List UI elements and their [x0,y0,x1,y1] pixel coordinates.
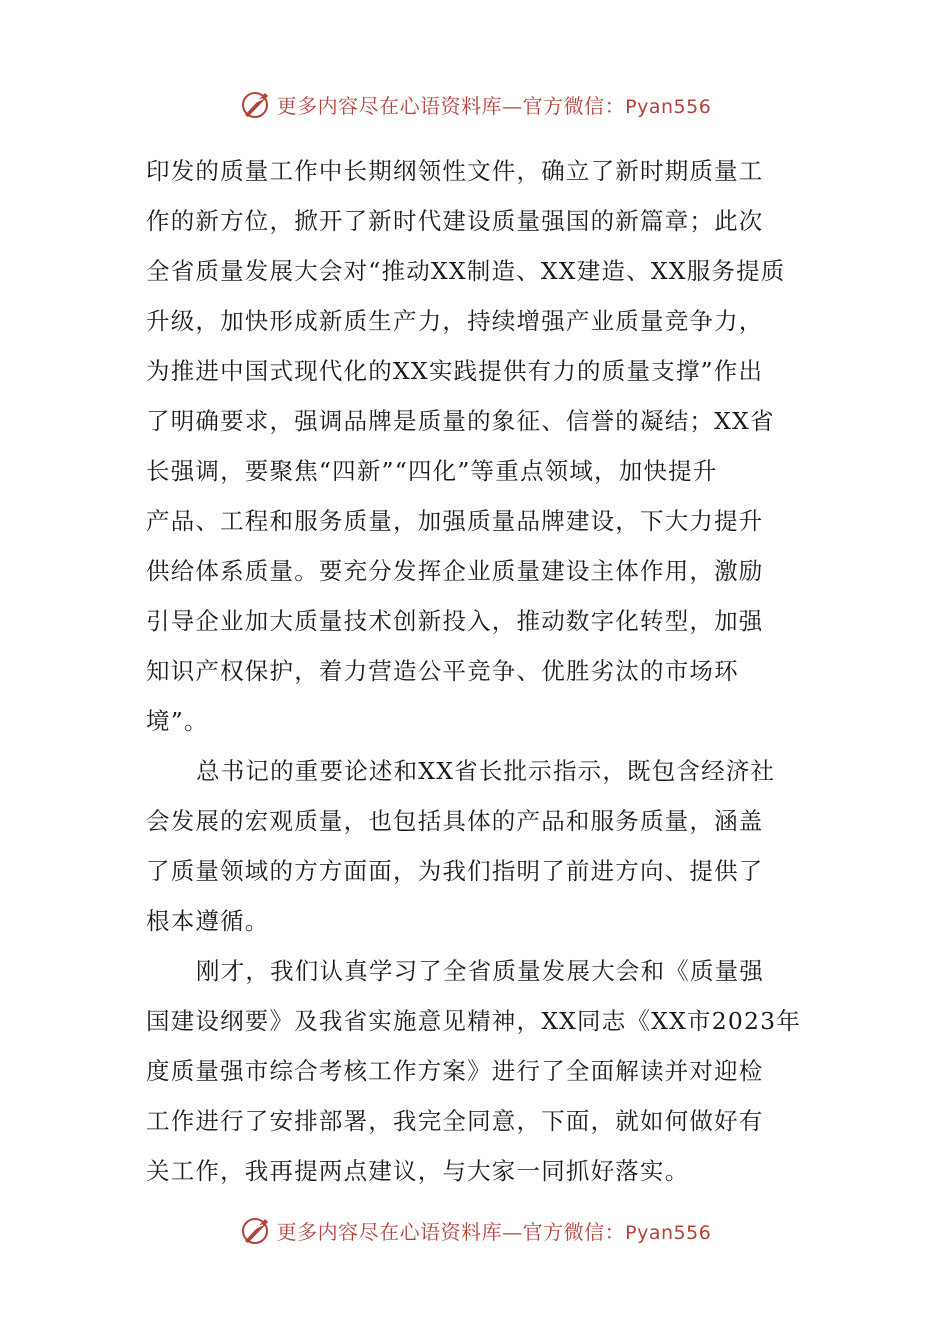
header-wechat-id: Pyan556 [625,95,712,118]
body-line: 关工作，我再提两点建议，与大家一同抓好落实。 [146,1157,690,1185]
body-line: 了质量领域的方方面面，为我们指明了前进方向、提供了 [146,857,764,885]
document-body [146,146,806,1196]
header-banner-label: 更多内容尽在心语资料库—官方微信： [276,93,626,118]
header-banner-text [277,90,712,119]
paragraph-start-line: 总书记的重要论述和XX省长批示指示，既包含经济社 [196,757,776,785]
footer-wechat-id: Pyan556 [625,1221,712,1244]
body-line: 工作进行了安排部署，我完全同意，下面，就如何做好有 [146,1107,764,1135]
body-line: 全省质量发展大会对“推动XX制造、XX建造、XX服务提质 [146,257,786,285]
quill-pen-logo-icon [239,87,273,121]
paragraph-start-line: 刚才，我们认真学习了全省质量发展大会和《质量强 [196,957,765,985]
body-line: 国建设纲要》及我省实施意见精神，XX同志《XX市2023年 [146,1007,802,1035]
body-line: 为推进中国式现代化的XX实践提供有力的质量支撑”作出 [146,357,764,385]
body-line: 境”。 [146,707,209,735]
body-line: 作的新方位，掀开了新时代建设质量强国的新篇章；此次 [146,207,764,235]
header-banner [0,84,950,124]
body-line: 产品、工程和服务质量，加强质量品牌建设，下大力提升 [146,507,764,535]
body-line: 印发的质量工作中长期纲领性文件，确立了新时期质量工 [146,157,764,185]
body-line: 升级，加快形成新质生产力，持续增强产业质量竞争力， [146,307,764,335]
quill-pen-logo-icon [239,1213,273,1247]
footer-banner [0,1210,950,1250]
footer-banner-label: 更多内容尽在心语资料库—官方微信： [276,1219,626,1244]
body-line: 长强调，要聚焦“四新”“四化”等重点领域，加快提升 [146,457,718,485]
body-line: 知识产权保护，着力营造公平竞争、优胜劣汰的市场环 [146,657,739,685]
body-line: 引导企业加大质量技术创新投入，推动数字化转型，加强 [146,607,764,635]
body-line: 了明确要求，强调品牌是质量的象征、信誉的凝结；XX省 [146,407,775,435]
footer-banner-text [277,1216,712,1245]
body-line: 度质量强市综合考核工作方案》进行了全面解读并对迎检 [146,1057,764,1085]
body-line: 供给体系质量。要充分发挥企业质量建设主体作用，激励 [146,557,764,585]
body-line: 会发展的宏观质量，也包括具体的产品和服务质量，涵盖 [146,807,764,835]
body-line: 根本遵循。 [146,907,270,935]
